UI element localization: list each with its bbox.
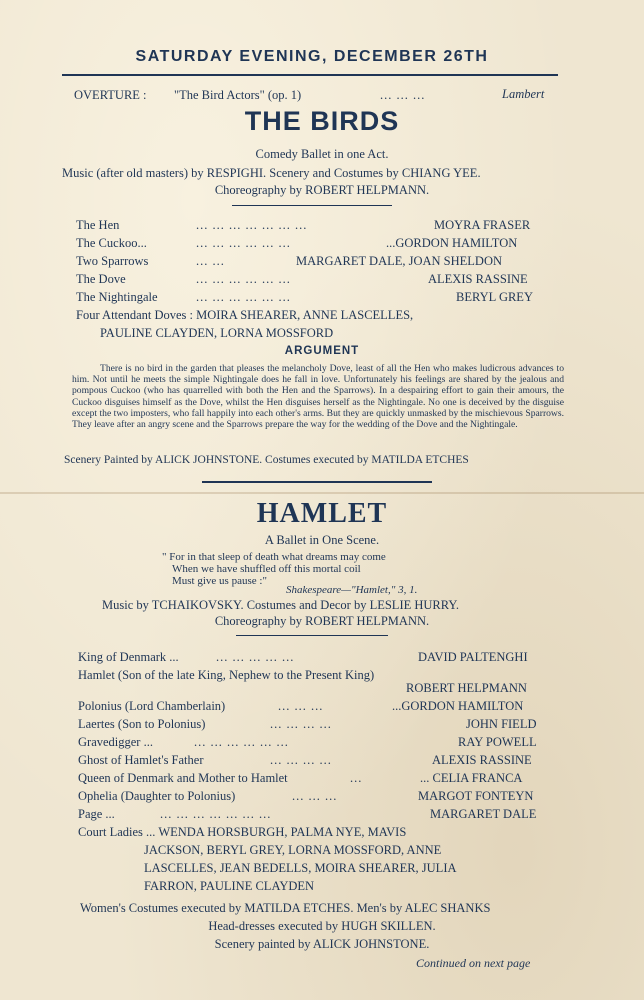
hamlet-rule bbox=[236, 635, 388, 636]
hamlet-quote-line: When we have shuffled off this mortal coil bbox=[172, 563, 361, 575]
overture-title: "The Bird Actors" (op. 1) bbox=[174, 88, 302, 102]
argument-heading: ARGUMENT bbox=[284, 345, 360, 357]
cast-actor: ALEXIS RASSINE bbox=[432, 753, 532, 767]
cast-ladies-line: LASCELLES, JEAN BEDELLS, MOIRA SHEARER, JULIA bbox=[144, 861, 457, 875]
cast-role: Laertes (Son to Polonius) bbox=[78, 717, 206, 731]
cast-dots: ... ... ... ... ... bbox=[216, 650, 295, 664]
cast-dots: ... ... ... ... ... ... ... bbox=[196, 218, 308, 232]
cast-role: King of Denmark ... bbox=[78, 650, 179, 664]
cast-dots: ... ... ... ... bbox=[270, 753, 332, 767]
cast-dots: ... ... bbox=[196, 254, 225, 268]
cast-actor: ... CELIA FRANCA bbox=[420, 771, 523, 785]
cast-actor: MARGARET DALE bbox=[430, 807, 537, 821]
cast-actor: MOYRA FRASER bbox=[434, 218, 531, 232]
cast-role: The Cuckoo... bbox=[76, 236, 147, 250]
overture-dots: ... ... ... bbox=[380, 88, 426, 102]
hamlet-headdress-line: Head-dresses executed by HUGH SKILLEN. bbox=[208, 919, 436, 933]
overture-composer: Lambert bbox=[502, 87, 545, 101]
cast-dots: ... ... ... ... ... ... bbox=[196, 272, 291, 286]
cast-actor: MARGARET DALE, JOAN SHELDON bbox=[296, 254, 503, 268]
birds-rule bbox=[232, 205, 392, 206]
cast-role: The Hen bbox=[76, 218, 120, 232]
birds-title: THE BIRDS bbox=[244, 106, 400, 136]
birds-subtitle: Comedy Ballet in one Act. bbox=[255, 147, 389, 161]
cast-doves-line: Four Attendant Doves : MOIRA SHEARER, ANNE LASCELLES, bbox=[76, 308, 414, 322]
hamlet-subtitle: A Ballet in One Scene. bbox=[264, 533, 380, 547]
cast-role: Page ... bbox=[78, 807, 115, 821]
hamlet-credits-music: Music by TCHAIKOVSKY. Costumes and Decor by LESLIE HURRY. bbox=[102, 598, 459, 612]
cast-dots: ... ... ... ... ... ... bbox=[196, 290, 291, 304]
cast-dots: ... ... ... ... bbox=[270, 717, 332, 731]
paper-fold bbox=[0, 492, 644, 494]
birds-scenery-line: Scenery Painted by ALICK JOHNSTONE. Costumes executed by MATILDA ETCHES bbox=[64, 454, 469, 466]
cast-role: Polonius (Lord Chamberlain) bbox=[78, 699, 226, 713]
cast-actor: ROBERT HELPMANN bbox=[406, 681, 527, 695]
cast-actor: DAVID PALTENGHI bbox=[418, 650, 528, 664]
cast-ladies-line: FARRON, PAULINE CLAYDEN bbox=[144, 879, 315, 893]
birds-credits-music: Music (after old masters) by RESPIGHI. Scenery and Costumes by CHIANG YEE. bbox=[62, 166, 481, 180]
cast-role: Ghost of Hamlet's Father bbox=[78, 753, 204, 767]
hamlet-scenery-line: Scenery painted by ALICK JOHNSTONE. bbox=[214, 937, 430, 951]
cast-actor: RAY POWELL bbox=[458, 735, 537, 749]
cast-doves-line: PAULINE CLAYDEN, LORNA MOSSFORD bbox=[100, 326, 334, 340]
date-header: SATURDAY EVENING, DECEMBER 26TH bbox=[135, 48, 489, 65]
hamlet-quote-line: " For in that sleep of death what dreams may come bbox=[162, 551, 386, 563]
cast-dots: ... ... ... ... ... ... bbox=[196, 236, 291, 250]
cast-dots: ... ... ... ... ... ... bbox=[194, 735, 289, 749]
cast-dots: ... ... ... bbox=[292, 789, 338, 803]
hamlet-credits-choreo: Choreography by ROBERT HELPMANN. bbox=[214, 614, 430, 628]
hamlet-quote-source: Shakespeare—"Hamlet," 3, 1. bbox=[286, 584, 418, 596]
cast-actor: ...GORDON HAMILTON bbox=[392, 699, 524, 713]
cast-role: Two Sparrows bbox=[76, 254, 149, 268]
cast-actor: ...GORDON HAMILTON bbox=[386, 236, 518, 250]
cast-role: Hamlet (Son of the late King, Nephew to the Present King) bbox=[78, 668, 375, 682]
cast-role: Ophelia (Daughter to Polonius) bbox=[78, 789, 236, 803]
hamlet-title: HAMLET bbox=[256, 498, 388, 529]
header-rule bbox=[62, 74, 558, 76]
cast-role: Queen of Denmark and Mother to Hamlet bbox=[78, 771, 288, 785]
section-divider bbox=[202, 481, 432, 483]
hamlet-quote-line: Must give us pause :" bbox=[172, 575, 267, 587]
cast-actor: MARGOT FONTEYN bbox=[418, 789, 534, 803]
cast-dots: ... bbox=[350, 771, 363, 785]
birds-credits-choreo: Choreography by ROBERT HELPMANN. bbox=[214, 183, 430, 197]
cast-dots: ... ... ... bbox=[278, 699, 324, 713]
cast-role: The Dove bbox=[76, 272, 126, 286]
cast-ladies-line: Court Ladies ... WENDA HORSBURGH, PALMA NYE, MAVIS bbox=[78, 825, 407, 839]
cast-role: Gravedigger ... bbox=[78, 735, 153, 749]
cast-ladies-line: JACKSON, BERYL GREY, LORNA MOSSFORD, ANNE bbox=[144, 843, 442, 857]
cast-role: The Nightingale bbox=[76, 290, 158, 304]
argument-text: There is no bird in the garden that pleases the melancholy Dove, least of all the Hen who makes ludicrous advances to him. Not until he meets the simple Nightingale does he fall in love. Unfortunately his feelings are shared by the jealous and pompous Cuckoo (who has quarrelled with both the Hen and the Sparrows). In a despairing effort to gain their amours, the Cuckoo disguises himself as the Dove, whilst the Hen disguises herself as the Nightingale. No one is deceived by the disguise except the two imposters, who fall happily into each other's arms. But they are quickly unmasked by the mischievous Sparrows. They leave after an angry scene and the Sparrows prepare the way for the wedding of the Dove and the Nightingale. bbox=[72, 363, 564, 431]
continued-note: Continued on next page bbox=[416, 956, 531, 970]
cast-actor: BERYL GREY bbox=[456, 290, 533, 304]
hamlet-costumes-line: Women's Costumes executed by MATILDA ETCHES. Men's by ALEC SHANKS bbox=[80, 901, 491, 915]
cast-dots: ... ... ... ... ... ... ... bbox=[160, 807, 272, 821]
overture-label: OVERTURE : bbox=[74, 88, 147, 102]
cast-actor: JOHN FIELD bbox=[466, 717, 537, 731]
cast-actor: ALEXIS RASSINE bbox=[428, 272, 528, 286]
